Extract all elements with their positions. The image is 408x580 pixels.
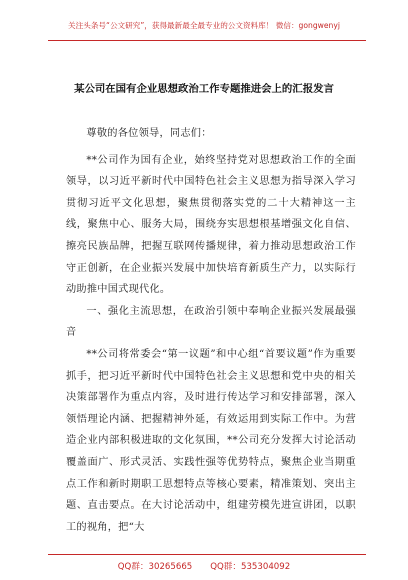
footer (0, 560, 408, 572)
header-divider (48, 40, 366, 41)
section-heading: 一、强化主流思想，在政治引领中奉响企业振兴发展最强音 (66, 305, 356, 339)
header-banner: 关注头条号“公文研究”，获得最新最全最专业的公文资料库！ 微信：gongwenyj (68, 21, 340, 30)
document-title: 某公司在国有企业思想政治工作专题推进会上的汇报发言 (74, 83, 334, 95)
footer-qq-group-1: QQ群：30265665 (117, 562, 193, 572)
footer-qq-group-2: QQ群：535304092 (210, 562, 291, 572)
footer-divider (48, 554, 366, 555)
greeting: 尊敬的各位领导，同志们： (86, 128, 212, 139)
paragraph-body: **公司将常委会“第一议题”和中心组“首要议题”作为重要抓手，把习近平新时代中国特色社会主义思想和党中央的相关决策部署作为重点内容，及时进行传达学习和安排部署，深入领悟理论内涵、把握精神外延，有效运用到实际工作中。为营造企业内部积极进取的文化氛围，**公司充分发挥大讨论活动覆盖面广、形式灵活、实践性强等优势特点，聚焦企业当期重点工作和新时期职工思想特点等核心要素，精准策划、突出主题、直击要点。在大讨论活动中，组建劳模先进宣讲团，以职工的视角，把“大 (66, 348, 356, 533)
document-body (66, 123, 356, 538)
paragraph-intro: **公司作为国有企业，始终坚持党对思想政治工作的全面领导，以习近平新时代中国特色社会主义思想为指导深入学习贯彻习近平文化思想，聚焦贯彻落实党的二十大精神这一主线，聚焦中心、服务大局，围绕夯实思想根基增强文化自信、擦亮民族品牌，把握互联网传播规律，着力推动思想政治工作守正创新，在企业振兴发展中加快培育新质生产力，以实际行动助推中国式现代化。 (66, 154, 356, 296)
